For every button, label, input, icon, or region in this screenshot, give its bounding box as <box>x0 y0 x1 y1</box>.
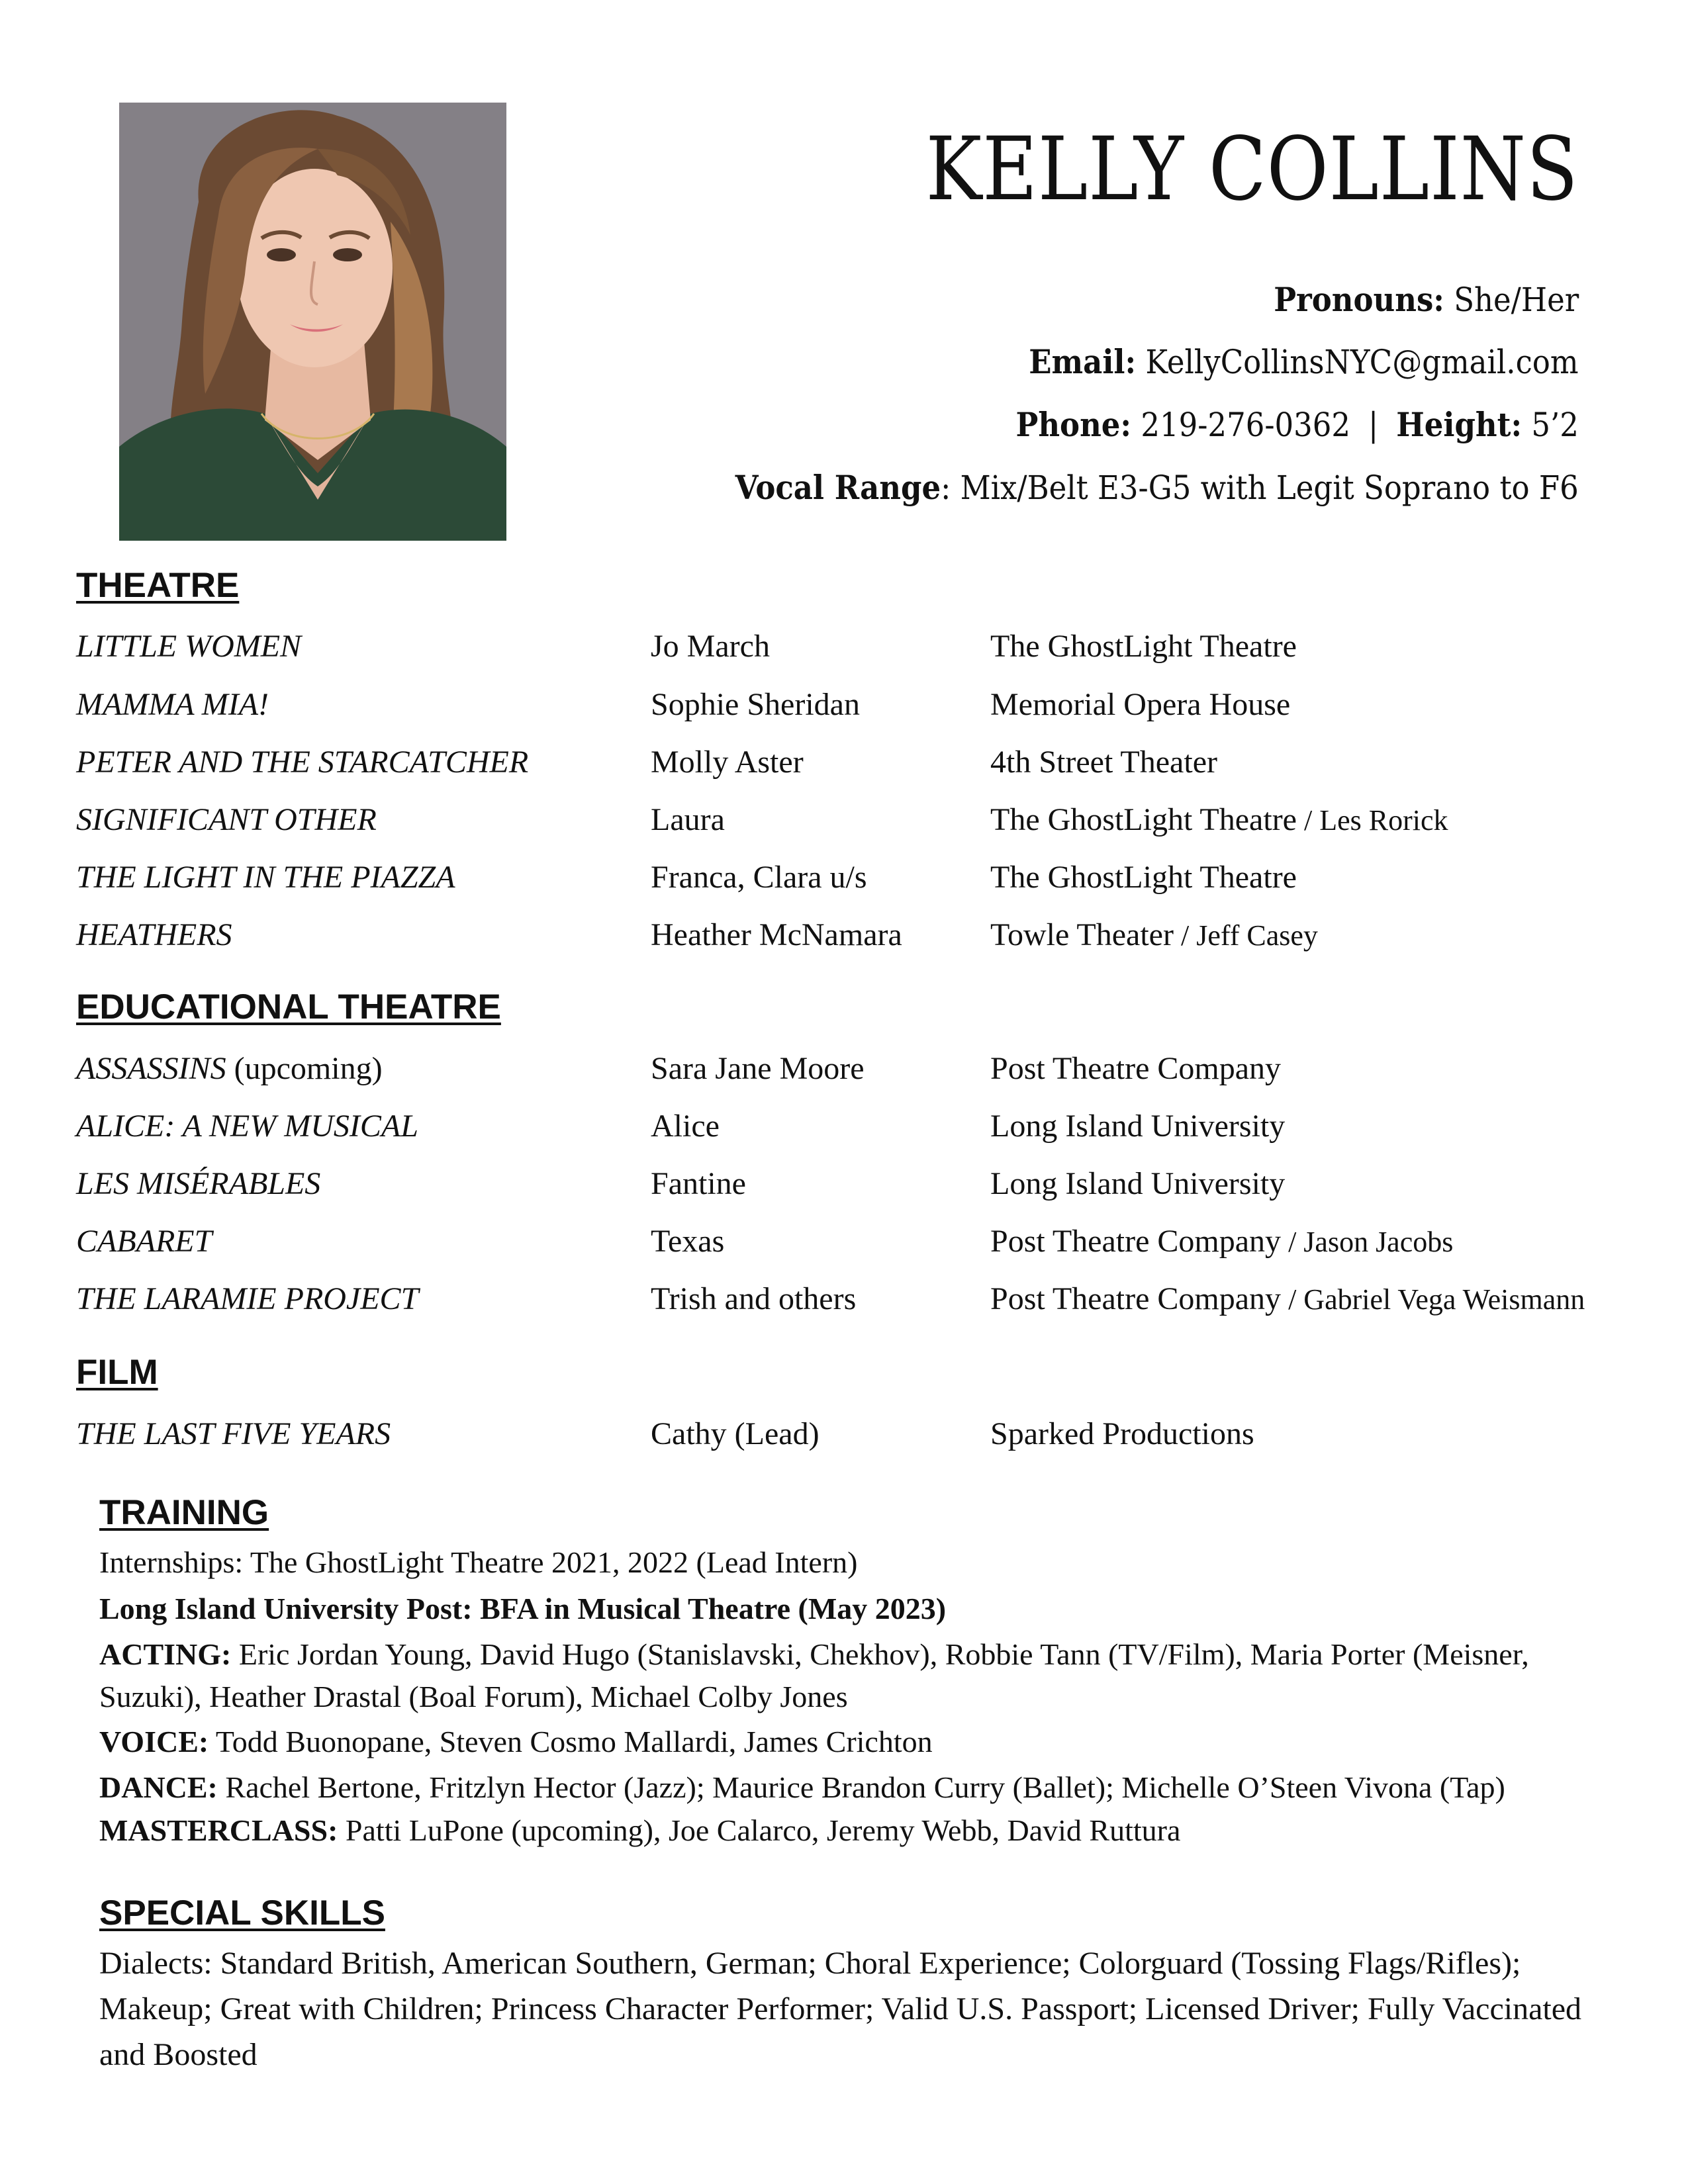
show-title: LITTLE WOMEN <box>76 629 302 664</box>
height-label: Height: <box>1396 405 1523 444</box>
venue <box>990 1111 1285 1142</box>
show-title: PETER AND THE STARCATCHER <box>76 745 529 780</box>
venue-name: Sparked Productions <box>990 1416 1254 1451</box>
venue <box>990 1418 1254 1450</box>
venue <box>990 631 1297 662</box>
separator: | <box>1368 406 1379 444</box>
venue <box>990 1283 1585 1315</box>
dance-teachers: Rachel Bertone, Fritzlyn Hector (Jazz); Maurice Brandon Curry (Ballet); Michelle O’Steen Vivona (Tap) <box>217 1770 1505 1804</box>
voice-line <box>99 1727 933 1757</box>
show-title: HEATHERS <box>76 917 232 952</box>
acting-teachers: Eric Jordan Young, David Hugo (Stanislavski, Chekhov), Robbie Tann (TV/Film), Maria Porter (Meisner, <box>231 1637 1529 1671</box>
acting-label: ACTING: <box>99 1637 232 1671</box>
phone-label: Phone: <box>1015 405 1132 444</box>
pronouns-line <box>1274 280 1579 319</box>
venue-name: Long Island University <box>990 1109 1286 1144</box>
show-title: THE LAST FIVE YEARS <box>76 1416 391 1451</box>
credit-row <box>0 747 1688 786</box>
venue-name: Towle Theater <box>990 917 1174 952</box>
phone-value: 219-276-0362 <box>1141 406 1351 444</box>
email-label: Email: <box>1029 342 1137 381</box>
training-heading: TRAINING <box>99 1493 269 1532</box>
credit-row <box>0 1111 1688 1150</box>
role: Texas <box>651 1224 725 1259</box>
show-title-text: CABARET <box>76 1224 212 1259</box>
role: Trish and others <box>651 1281 857 1316</box>
role: Heather McNamara <box>651 917 902 952</box>
credit-row <box>0 1053 1688 1093</box>
credit-row <box>0 1418 1688 1458</box>
show-title: THE LIGHT IN THE PIAZZA <box>76 860 455 895</box>
vocal-range-value: : Mix/Belt E3-G5 with Legit Soprano to F6 <box>941 469 1579 507</box>
acting-line <box>99 1639 1529 1670</box>
height-value: 5’2 <box>1531 406 1579 444</box>
venue-name: Long Island University <box>990 1166 1286 1201</box>
show-title-text: ASSASSINS <box>76 1051 226 1086</box>
vocal-range-line <box>735 468 1579 507</box>
acting-line-continued: Suzuki), Heather Drastal (Boal Forum), Michael Colby Jones <box>99 1680 848 1713</box>
director: / Jason Jacobs <box>1281 1226 1454 1258</box>
show-title <box>76 1168 320 1200</box>
degree-line: Long Island University Post: BFA in Musical Theatre (May 2023) <box>99 1592 947 1625</box>
venue-name: The GhostLight Theatre <box>990 802 1297 837</box>
pronouns-value: She/Her <box>1454 281 1579 319</box>
internships-line: Internships: The GhostLight Theatre 2021, 2022 (Lead Intern) <box>99 1545 858 1579</box>
credit-row <box>0 1283 1688 1323</box>
credit-row <box>0 804 1688 844</box>
venue-name: Post Theatre Company <box>990 1051 1282 1086</box>
phone-height-line <box>1015 405 1579 444</box>
special-skills-heading: SPECIAL SKILLS <box>99 1893 385 1933</box>
masterclass-line <box>99 1815 1180 1846</box>
venue-name: Post Theatre Company <box>990 1281 1282 1316</box>
dance-label: DANCE: <box>99 1770 218 1804</box>
credit-row <box>0 919 1688 959</box>
voice-teachers: Todd Buonopane, Steven Cosmo Mallardi, James Crichton <box>209 1725 933 1758</box>
role: Laura <box>651 802 725 837</box>
masterclass-label: MASTERCLASS: <box>99 1813 338 1847</box>
pronouns-label: Pronouns: <box>1274 280 1444 319</box>
masterclass-teachers: Patti LuPone (upcoming), Joe Calarco, Jeremy Webb, David Ruttura <box>338 1813 1181 1847</box>
theatre-heading: THEATRE <box>76 566 240 605</box>
director: / Les Rorick <box>1296 804 1448 837</box>
educational-theatre-heading: EDUCATIONAL THEATRE <box>76 987 501 1026</box>
role: Franca, Clara u/s <box>651 860 867 895</box>
film-heading: FILM <box>76 1353 158 1392</box>
show-title-text: THE LARAMIE PROJECT <box>76 1281 419 1316</box>
venue <box>990 1226 1453 1257</box>
credit-row <box>0 1168 1688 1208</box>
venue <box>990 862 1297 893</box>
venue <box>990 689 1290 721</box>
role: Sophie Sheridan <box>651 687 860 722</box>
venue <box>990 919 1318 951</box>
dance-line <box>99 1772 1505 1803</box>
show-title <box>76 1111 418 1142</box>
email-line <box>1029 342 1579 381</box>
role: Sara Jane Moore <box>651 1051 865 1086</box>
special-skills-text: Dialects: Standard British, American Southern, German; Choral Experience; Colorguard (Tossing Flags/Rifles); Makeup; Great with Children; Princess Character Performer; Valid U.S. Passport; Licensed Driver; Fully Vaccinated and Boosted <box>99 1946 1582 2072</box>
show-title-text: LES MISÉRABLES <box>76 1166 321 1201</box>
venue-name: The GhostLight Theatre <box>990 629 1297 664</box>
venue-name: Post Theatre Company <box>990 1224 1282 1259</box>
show-note: (upcoming) <box>226 1051 383 1086</box>
director: / Jeff Casey <box>1173 919 1318 952</box>
credit-row <box>0 862 1688 901</box>
role: Jo March <box>651 629 770 664</box>
venue-name: Memorial Opera House <box>990 687 1291 722</box>
voice-label: VOICE: <box>99 1725 209 1758</box>
show-title <box>76 1226 212 1257</box>
credit-row <box>0 1226 1688 1265</box>
show-title <box>76 1053 383 1085</box>
role: Cathy (Lead) <box>651 1416 820 1451</box>
role: Fantine <box>651 1166 746 1201</box>
show-title <box>76 1283 418 1315</box>
role: Molly Aster <box>651 745 804 780</box>
credit-row <box>0 689 1688 729</box>
email-value[interactable]: KellyCollinsNYC@gmail.com <box>1145 343 1579 381</box>
director: / Gabriel Vega Weismann <box>1281 1283 1585 1316</box>
venue-name: The GhostLight Theatre <box>990 860 1297 895</box>
venue <box>990 747 1217 778</box>
credit-row <box>0 631 1688 670</box>
venue <box>990 1053 1281 1085</box>
vocal-range-label: Vocal Range <box>735 468 941 507</box>
venue-name: 4th Street Theater <box>990 745 1217 780</box>
show-title: MAMMA MIA! <box>76 687 269 722</box>
role: Alice <box>651 1109 720 1144</box>
venue <box>990 1168 1285 1200</box>
show-title-text: ALICE: A NEW MUSICAL <box>76 1109 418 1144</box>
venue <box>990 804 1448 836</box>
headshot-photo <box>119 103 506 541</box>
actor-name: KELLY COLLINS <box>925 118 1579 220</box>
show-title: SIGNIFICANT OTHER <box>76 802 377 837</box>
